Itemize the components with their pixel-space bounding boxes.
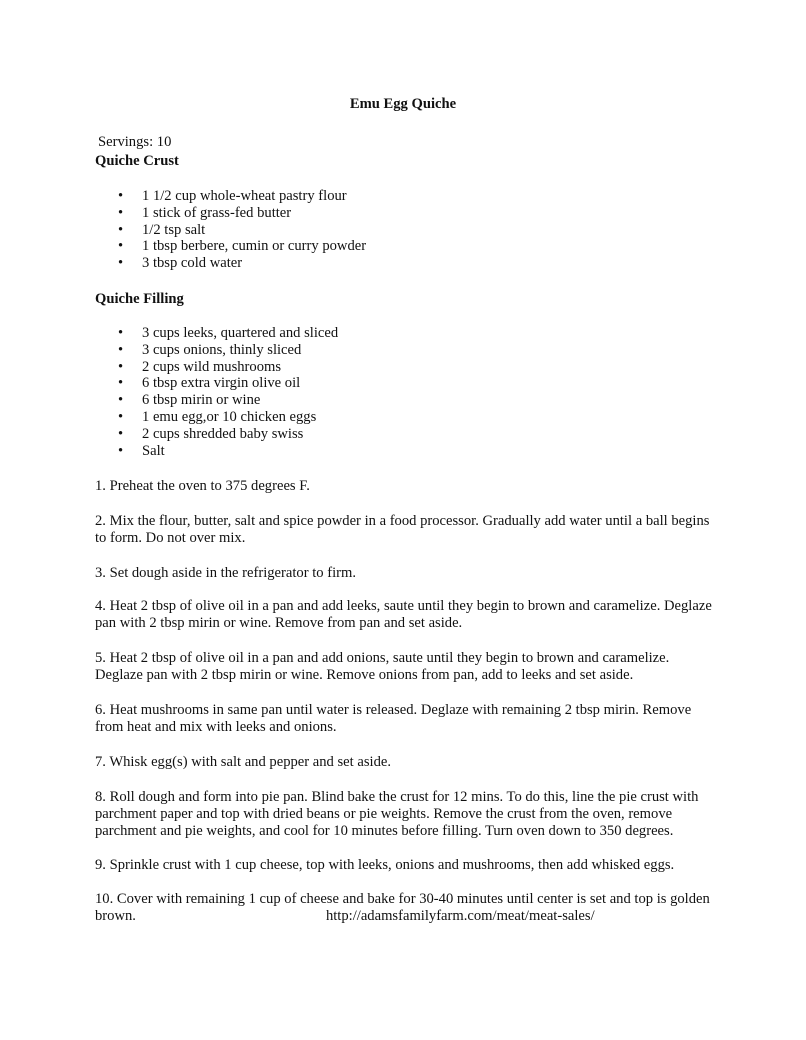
instruction-step-final — [95, 891, 715, 925]
instruction-step: 8. Roll dough and form into pie pan. Blind bake the crust for 12 mins. To do this, line the pie crust with parchment paper and top with dried beans or pie weights. Remove the crust from the oven, remove parchment and pie weights, and cool for 10 minutes before filling. Turn oven down to 350 degrees. — [95, 789, 699, 839]
list-item: • 1 tbsp berbere, cumin or curry powder — [0, 238, 366, 255]
list-item: • 6 tbsp mirin or wine — [0, 392, 338, 409]
instruction-step: 3. Set dough aside in the refrigerator to firm. — [95, 565, 356, 581]
list-item: • 3 tbsp cold water — [0, 255, 366, 272]
list-item: • 1 1/2 cup whole-wheat pastry flour — [0, 188, 366, 205]
crust-heading: Quiche Crust — [95, 153, 179, 169]
list-item: • 1 emu egg,or 10 chicken eggs — [0, 409, 338, 426]
list-item: • 3 cups onions, thinly sliced — [0, 342, 338, 359]
list-item: • 6 tbsp extra virgin olive oil — [0, 375, 338, 392]
recipe-title: Emu Egg Quiche — [349, 96, 457, 112]
filling-heading: Quiche Filling — [95, 291, 184, 307]
servings-text: Servings: 10 — [98, 134, 172, 150]
filling-ingredient-list — [0, 325, 338, 459]
list-item: • 1 stick of grass-fed butter — [0, 205, 366, 222]
source-url: http://adamsfamilyfarm.com/meat/meat-sales/ — [325, 907, 595, 924]
instruction-step: 9. Sprinkle crust with 1 cup cheese, top with leeks, onions and mushrooms, then add whisked eggs. — [95, 857, 675, 873]
instruction-step: 1. Preheat the oven to 375 degrees F. — [95, 478, 310, 494]
instruction-step: 2. Mix the flour, butter, salt and spice powder in a food processor. Gradually add water until a ball begins to form. Do not over mix. — [95, 513, 710, 546]
list-item: • 3 cups leeks, quartered and sliced — [0, 325, 338, 342]
instruction-step: 5. Heat 2 tbsp of olive oil in a pan and add onions, saute until they begin to brown and caramelize. Deglaze pan with 2 tbsp mirin or wine. Remove onions from pan, add to leeks and set aside. — [95, 650, 670, 683]
instruction-step: 6. Heat mushrooms in same pan until water is released. Deglaze with remaining 2 tbsp mirin. Remove from heat and mix with leeks and onions. — [95, 702, 692, 735]
instruction-step: 7. Whisk egg(s) with salt and pepper and set aside. — [95, 754, 391, 770]
instruction-step-text: 10. Cover with remaining 1 cup of cheese and bake for 30-40 minutes until center is set and top is golden brown. — [95, 891, 710, 924]
list-item: • Salt — [0, 443, 338, 460]
list-item: • 2 cups shredded baby swiss — [0, 426, 338, 443]
crust-ingredient-list — [0, 188, 366, 272]
instruction-step: 4. Heat 2 tbsp of olive oil in a pan and add leeks, saute until they begin to brown and caramelize. Deglaze pan with 2 tbsp mirin or wine. Remove from pan and set aside. — [95, 598, 712, 631]
list-item: • 1/2 tsp salt — [0, 222, 366, 239]
list-item: • 2 cups wild mushrooms — [0, 359, 338, 376]
